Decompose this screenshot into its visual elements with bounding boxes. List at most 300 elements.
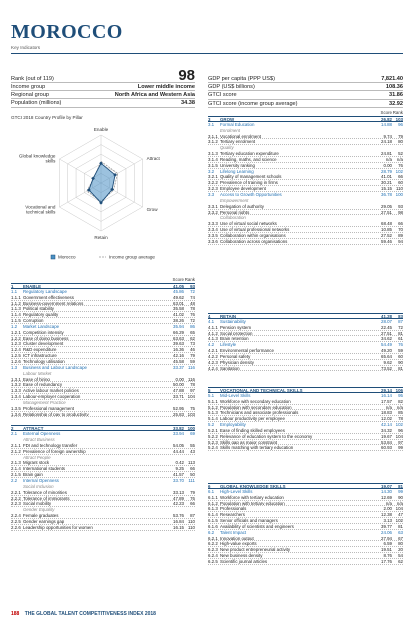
row-code: 5.1.1 (208, 398, 218, 404)
row-rank: 100 (395, 191, 403, 197)
row-label: Enrolment (220, 127, 241, 133)
row-code: 2.2.5 (11, 518, 21, 524)
row-label: Migrant stock (23, 460, 50, 466)
row-rank: 96 (398, 427, 403, 433)
row-score: 25.83 (173, 411, 184, 417)
row-rank: 97 (190, 388, 195, 394)
row-label: Sanitation (220, 365, 240, 371)
indicator-value: 31.86 (389, 92, 403, 99)
row-rank: 54 (398, 553, 403, 559)
radar-axis-label: Retain (94, 235, 108, 240)
row-score: 53.76 (173, 513, 184, 519)
row-label: Relevance of education system to the economy (220, 433, 313, 439)
row-score: 26.82 (381, 117, 392, 122)
row-rank: 93 (398, 203, 403, 209)
row-code: 2.2.6 (11, 524, 21, 530)
row-label: Attract Business (23, 437, 55, 443)
row-score: 39.63 (173, 341, 184, 347)
row-label: Business and Labour Landscape (23, 364, 87, 370)
page-footer (11, 611, 156, 617)
row-label: Personal safety (220, 353, 251, 359)
row-score: 34.32 (381, 427, 392, 433)
row-code: 5.1.2 (208, 404, 218, 410)
row-label: Competition intensity (23, 329, 64, 335)
row-score: 33.71 (173, 394, 184, 400)
row-code: 1.3.5 (11, 405, 21, 411)
row-label: Employee development (220, 186, 266, 191)
indicator-row (11, 67, 195, 84)
row-code: 6.1.4 (208, 512, 218, 518)
row-code: 3.1.4 (208, 156, 218, 162)
row-score: 6.59 (383, 541, 392, 547)
row-rank: 79 (190, 489, 195, 495)
row-label: Labour Market (23, 370, 52, 376)
indicator-row (208, 83, 403, 91)
country-title: MOROCCO (11, 21, 123, 43)
row-code: 3.2 (208, 168, 215, 174)
row-rank: n/a (396, 156, 403, 162)
row-label: Pension system (220, 324, 251, 330)
indicator-row (11, 91, 195, 99)
row-label: Professionals (220, 506, 247, 512)
row-rank: 102 (395, 168, 403, 174)
row-score: 22.45 (381, 324, 392, 330)
row-score: 19.07 (381, 484, 392, 489)
row-label: Quality (220, 145, 234, 151)
row-rank: 95 (398, 392, 403, 398)
row-code: 3.1.3 (208, 151, 218, 157)
radar-series-country (89, 163, 115, 203)
row-score: 33.37 (173, 364, 184, 370)
row-label: Employability (220, 422, 246, 428)
row-score: n/a (385, 404, 392, 410)
row-code: 4.2.2 (208, 353, 218, 359)
row-rank: 100 (187, 426, 195, 432)
row-score: 30.21 (381, 180, 392, 186)
row-score: 34.62 (381, 336, 392, 342)
row-label: Female graduates (23, 513, 59, 518)
row-rank: 83 (398, 314, 403, 319)
row-label: Tolerance of minorities (23, 489, 67, 495)
row-code: 4.1.2 (208, 330, 218, 336)
row-score: 60.93 (381, 445, 392, 451)
row-score: 47.88 (173, 388, 184, 394)
row-score: 10.85 (381, 227, 392, 233)
row-code: 5.1 (208, 392, 215, 398)
row-rank: 78 (190, 382, 195, 388)
indicator-label: Population (millions) (11, 100, 62, 107)
row-rank: 72 (190, 288, 195, 294)
row-label: Personal rights (220, 209, 250, 215)
row-score: 63.01 (173, 300, 184, 306)
row-rank: 46 (190, 347, 195, 353)
row-rank: 66 (190, 501, 195, 507)
row-label: Population with secondary education (220, 404, 292, 410)
row-label: Senior officials and managers (220, 518, 278, 523)
row-code: 2.2.4 (11, 513, 21, 519)
row-rank: 72 (190, 318, 195, 324)
row-label: Skills gap as major constraint (220, 439, 278, 445)
row-label: Lifestyle (220, 342, 237, 348)
row-rank: 47 (398, 512, 403, 518)
row-code: 1.2.5 (11, 353, 21, 359)
row-code: 3.1 (208, 121, 215, 127)
row-score: 15.15 (381, 186, 392, 192)
row-label: Gender Equality (23, 507, 55, 513)
row-rank: n/a (396, 404, 403, 410)
row-label: New business density (220, 553, 263, 558)
row-score: 39.77 (381, 523, 392, 529)
row-rank: 66 (398, 221, 403, 227)
row-rank: 50 (190, 472, 195, 478)
row-label: Cluster development (23, 341, 64, 347)
indicator-row (208, 75, 403, 83)
row-code: 2.2.2 (11, 495, 21, 501)
row-rank: 62 (398, 558, 403, 564)
row-code: 3.3.2 (208, 209, 218, 215)
row-rank: 99 (398, 445, 403, 451)
row-rank: 79 (190, 353, 195, 359)
row-score: 36.78 (381, 191, 392, 197)
row-rank: 59 (190, 358, 195, 364)
row-code: 6.2.2 (208, 541, 218, 547)
row-score: 45.58 (173, 358, 184, 364)
row-label: Ease of redundancy (23, 382, 63, 388)
row-rank: 110 (188, 524, 195, 530)
row-code: 3.3.4 (208, 227, 218, 233)
row-rank: 70 (398, 227, 403, 233)
row-score: 29.05 (381, 203, 392, 209)
row-label: FDI and technology transfer (23, 442, 78, 448)
indicator-label: GTCI score (income group average) (208, 100, 298, 107)
row-label: Tertiary enrolment (220, 139, 256, 145)
table-row (11, 525, 195, 531)
row-label: High-value exports (220, 541, 257, 547)
row-rank: 76 (398, 162, 403, 168)
indicator-value: Lower middle income (137, 84, 195, 90)
indicator-value: 7,821.40 (381, 76, 403, 82)
row-label: Labour-employer cooperation (23, 394, 81, 399)
row-score: 41.57 (173, 472, 184, 478)
row-rank: 111 (188, 478, 195, 483)
row-score: 18.83 (381, 410, 392, 416)
row-label: Management Practice (23, 399, 66, 405)
row-rank: 61 (398, 336, 403, 342)
row-score: 27.51 (381, 209, 392, 215)
row-rank: 104 (395, 506, 403, 512)
row-label: Physician density (220, 359, 254, 365)
row-score: 9.74 (383, 133, 392, 139)
row-label: Ease of hiring (23, 376, 50, 382)
row-label: Environmental performance (220, 348, 274, 353)
row-score: 33.94 (173, 431, 184, 437)
row-rank: 99 (398, 488, 403, 494)
row-code: 4.1 (208, 318, 215, 324)
row-rank: 60 (398, 180, 403, 186)
row-score: 9.62 (383, 359, 392, 365)
row-rank: 110 (396, 186, 403, 192)
row-label: Collaboration within organisations (220, 232, 286, 238)
row-code: 3.3.1 (208, 203, 218, 209)
row-code: 5.2.2 (208, 433, 218, 439)
table-row (208, 239, 403, 245)
row-rank: 76 (190, 312, 195, 318)
row-score: 59.46 (381, 238, 392, 244)
row-score: 9.25 (175, 466, 184, 472)
row-rank: 104 (395, 433, 403, 439)
row-label: Population with tertiary education (220, 500, 285, 506)
row-code: 6.1.2 (208, 500, 218, 506)
rank-header: Rank (392, 110, 403, 115)
row-code: 1.1.4 (11, 312, 21, 318)
row-rank: 81 (398, 365, 403, 371)
left-table (11, 277, 195, 531)
row-score: 65.64 (381, 353, 392, 359)
row-code: 1.2 (11, 323, 18, 329)
row-label: Technology utilisation (23, 358, 65, 364)
row-code: 4 (208, 314, 211, 319)
row-code: 1.3.3 (11, 388, 21, 394)
row-code: 1.2.3 (11, 341, 21, 347)
row-code: 3 (208, 117, 211, 122)
row-code: 6 (208, 484, 211, 489)
row-rank: 85 (398, 410, 403, 416)
row-score: 49.20 (381, 348, 392, 354)
row-rank: 20 (398, 547, 403, 553)
row-label: Lifelong Learning (220, 168, 254, 174)
radar-axis-label: Enable (93, 127, 109, 132)
table-spacer (11, 417, 195, 425)
rank-header: Rank (184, 277, 195, 282)
score-header: Score (380, 110, 392, 115)
indicator-value: 98 (178, 67, 195, 84)
row-score: 35.94 (173, 323, 184, 329)
row-rank: 81 (398, 330, 403, 336)
radar-axis-label: Vocational and technical skills (25, 204, 56, 215)
legend-label-country: Morocco (58, 254, 76, 260)
row-rank: 97 (398, 439, 403, 445)
row-code: 2.1.2 (11, 448, 21, 454)
row-rank: 55 (190, 442, 195, 448)
table-row (208, 366, 403, 372)
row-label: University ranking (220, 162, 255, 168)
row-score: 66.29 (173, 329, 184, 335)
row-score: 63.63 (173, 335, 184, 341)
row-score: 42.14 (381, 422, 392, 428)
row-code: 1.3.6 (11, 411, 21, 417)
row-code: 2.2.3 (11, 501, 21, 507)
row-code: 5.2.1 (208, 427, 218, 433)
row-label: ENABLE (23, 284, 42, 288)
row-rank: 63 (398, 529, 403, 535)
row-rank: 52 (398, 151, 403, 157)
row-score: 2.00 (383, 506, 392, 512)
indicator-label: GDP (US$ billions) (208, 84, 255, 91)
row-label: Sustainability (220, 318, 246, 324)
row-score: n/a (385, 156, 392, 162)
row-rank: 113 (188, 460, 195, 466)
row-label: Social mobility (23, 501, 52, 507)
row-code: 1.3.2 (11, 382, 21, 388)
score-header: Score (172, 277, 184, 282)
row-label: Prevalence of training in firms (220, 180, 278, 186)
pillar-section (208, 313, 403, 371)
row-rank: 110 (188, 518, 195, 524)
row-label: Workforce with secondary education (220, 398, 291, 404)
table-row (208, 445, 403, 451)
row-label: Relationship of pay to productivity (23, 411, 89, 417)
row-code: 3.3.6 (208, 238, 218, 244)
row-label: ATTRACT (23, 426, 44, 431)
indicator-label: Regional group (11, 92, 49, 99)
row-label: Regulatory Landscape (23, 288, 67, 294)
left-table-rows (11, 283, 195, 531)
row-score: 27.52 (381, 232, 392, 238)
row-label: Labour productivity per employee (220, 416, 285, 422)
row-label: Attract People (23, 454, 51, 460)
row-label: Talent Impact (220, 529, 247, 535)
row-code: 5.2.3 (208, 439, 218, 445)
row-code: 6.1.1 (208, 494, 218, 500)
row-code: 3.1.1 (208, 133, 218, 139)
row-score: 49.62 (173, 294, 184, 300)
row-label: New product entrepreneurial activity (220, 547, 291, 553)
row-score: 24.06 (381, 529, 392, 535)
row-label: Use of virtual professional networks (220, 227, 290, 232)
row-score: 42.16 (173, 353, 184, 359)
row-label: Reading, maths, and science (220, 156, 277, 162)
row-code: 1.1.5 (11, 318, 21, 324)
row-code: 4.1.1 (208, 324, 218, 330)
row-code: 3.1.2 (208, 139, 218, 145)
row-score: 41.05 (173, 284, 184, 289)
row-label: Technicians and associate professionals (220, 410, 299, 416)
row-label: Use of virtual social networks (220, 221, 277, 227)
row-code: 6.1.5 (208, 518, 218, 524)
row-code: 6.2 (208, 529, 215, 535)
row-label: Innovation output (220, 535, 254, 541)
row-code: 1.2.4 (11, 347, 21, 353)
page-subtitle: Key Indicators (11, 45, 41, 50)
row-label: Formal Education (220, 121, 255, 127)
row-score: 17.57 (381, 398, 392, 404)
row-score: 12.02 (381, 416, 392, 422)
row-rank: 98 (398, 209, 403, 215)
row-code: 3.2.1 (208, 174, 218, 180)
row-code: 2.1 (11, 431, 18, 437)
row-code: 1.1.2 (11, 300, 21, 306)
row-code: 6.1.6 (208, 523, 218, 529)
row-score: 12.69 (381, 494, 392, 500)
row-score: 14.30 (381, 488, 392, 494)
pillar-radar-chart (11, 121, 195, 269)
row-code: 1.2.1 (11, 329, 21, 335)
row-rank: 80 (398, 541, 403, 547)
row-rank: 62 (190, 335, 195, 341)
row-code: 1.3.1 (11, 376, 21, 382)
row-rank: 48 (190, 300, 195, 306)
row-rank: 81 (398, 484, 403, 489)
row-score: 16.84 (173, 518, 184, 524)
row-rank: 76 (398, 342, 403, 348)
row-code: 6.2.1 (208, 535, 218, 541)
row-rank: 65 (190, 329, 195, 335)
row-code: 2.2.1 (11, 489, 21, 495)
row-score: 54.49 (381, 342, 392, 348)
indicator-label: Income group (11, 84, 46, 90)
row-score: 28.07 (381, 318, 392, 324)
page-number: 188 (11, 611, 20, 617)
row-score: 53.84 (381, 439, 392, 445)
row-label: ICT infrastructure (23, 353, 57, 358)
table-row (208, 559, 403, 565)
row-code: 1.1.1 (11, 294, 21, 300)
row-code: 3.2.3 (208, 186, 218, 192)
row-rank: 90 (398, 494, 403, 500)
row-label: Business-government relations (23, 300, 84, 306)
key-indicators-right (208, 75, 403, 108)
indicator-label: Rank (out of 119) (11, 76, 54, 82)
row-label: Ease of doing business (23, 335, 69, 341)
row-code: 1.1.3 (11, 306, 21, 312)
row-label: Government effectiveness (23, 294, 74, 300)
row-code: 1.2.6 (11, 358, 21, 364)
row-rank: 76 (190, 495, 195, 501)
row-rank: 103 (395, 117, 403, 122)
row-rank: 89 (398, 232, 403, 238)
left-table-head (11, 277, 195, 283)
row-score: 29.14 (381, 388, 392, 393)
row-rank: 66 (398, 174, 403, 180)
row-score: 16.14 (381, 392, 392, 398)
row-label: Regulatory quality (23, 312, 59, 318)
row-score: 14.88 (381, 121, 392, 127)
row-label: Delegation of authority (220, 203, 264, 209)
chart-caption: GTCI 2018 Country Profile by Pillar (11, 115, 83, 120)
radar-axis-label: Global knowledge skills (18, 153, 56, 164)
row-code: 6.2.3 (208, 547, 218, 553)
row-rank: 72 (398, 324, 403, 330)
row-label: Quality of management schools (220, 174, 282, 180)
row-code: 4.2 (208, 342, 215, 348)
row-label: Social protection (220, 330, 253, 336)
row-score: 16.15 (173, 524, 184, 530)
row-score: 45.86 (173, 288, 184, 294)
row-label: VOCATIONAL AND TECHNICAL SKILLS (220, 388, 303, 392)
pillar-section (208, 387, 403, 451)
row-label: Professional management (23, 405, 75, 411)
row-score: 12.38 (381, 512, 392, 518)
row-rank: 43 (190, 448, 195, 454)
row-code: 2 (11, 426, 14, 432)
row-label: Mid-Level Skills (220, 392, 251, 398)
row-rank: 102 (395, 422, 403, 428)
row-rank: 96 (398, 121, 403, 127)
indicator-value: 34.38 (181, 100, 195, 107)
row-code: 6.2.5 (208, 558, 218, 564)
row-label: Corruption (23, 318, 44, 323)
row-score: 19.67 (381, 433, 392, 439)
row-score: 3.13 (383, 518, 392, 524)
legend-label-average: Income group average (109, 254, 155, 260)
row-score: 47.89 (173, 495, 184, 501)
row-score: 33.82 (173, 426, 184, 432)
row-label: Empowerment (220, 197, 249, 203)
row-rank: n/a (396, 500, 403, 506)
pillar-section (208, 483, 403, 565)
row-code: 4.1.3 (208, 336, 218, 342)
indicator-value: North Africa and Western Asia (114, 92, 195, 99)
